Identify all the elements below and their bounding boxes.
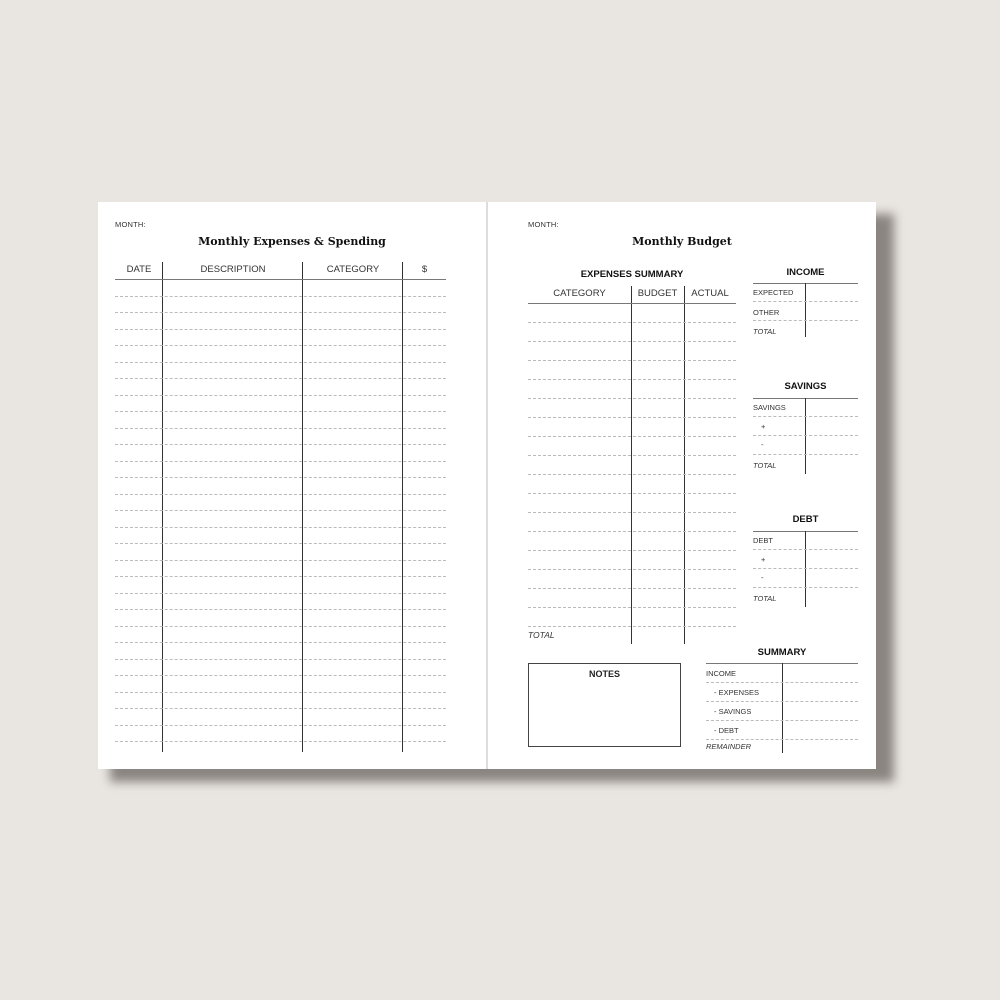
row-rule (115, 659, 446, 660)
expenses-summary-title: EXPENSES SUMMARY (580, 269, 684, 280)
income-row-label: OTHER (753, 308, 780, 317)
row-rule (528, 531, 736, 532)
row-rule (115, 345, 446, 346)
row-rule (115, 560, 446, 561)
income-row-label: EXPECTED (753, 288, 794, 297)
row-rule (115, 362, 446, 363)
savings-title: SAVINGS (784, 381, 827, 392)
row-rule (528, 626, 736, 627)
column-divider (302, 262, 303, 752)
expenses-total-label: TOTAL (528, 630, 555, 640)
row-rule (753, 454, 858, 455)
summary-row-label: - EXPENSES (714, 688, 760, 697)
column-header-date: DATE (126, 264, 152, 275)
column-header-budget: BUDGET (637, 288, 678, 299)
row-rule (753, 568, 858, 569)
row-rule (115, 593, 446, 594)
column-divider (631, 286, 632, 644)
month-label: MONTH: (528, 220, 559, 229)
row-rule (115, 279, 446, 280)
summary-row-label: - DEBT (714, 726, 739, 735)
row-rule (753, 549, 858, 550)
income-divider (805, 283, 806, 337)
debt-row-label: DEBT (753, 536, 774, 545)
summary-title: SUMMARY (757, 647, 807, 658)
row-rule (753, 587, 858, 588)
row-rule (528, 436, 736, 437)
savings-row-label: SAVINGS (753, 403, 786, 412)
row-rule (528, 550, 736, 551)
row-rule (115, 395, 446, 396)
debt-minus-label: - (761, 573, 764, 582)
row-rule (115, 725, 446, 726)
row-rule (115, 626, 446, 627)
column-divider (684, 286, 685, 644)
page-title: Monthly Budget (632, 235, 732, 248)
row-rule (115, 576, 446, 577)
row-rule (115, 378, 446, 379)
row-rule (706, 701, 858, 702)
row-rule (115, 329, 446, 330)
row-rule (753, 435, 858, 436)
column-header-category: CATEGORY (553, 288, 606, 299)
summary-row-label: INCOME (706, 669, 736, 678)
row-rule (115, 543, 446, 544)
row-rule (528, 322, 736, 323)
row-rule (528, 398, 736, 399)
row-rule (115, 510, 446, 511)
budget-page (488, 202, 876, 769)
column-header-amount: $ (421, 264, 428, 275)
row-rule (115, 444, 446, 445)
income-total-label: TOTAL (753, 327, 777, 336)
row-rule (528, 455, 736, 456)
month-label: MONTH: (115, 220, 146, 229)
row-rule (115, 477, 446, 478)
column-divider (402, 262, 403, 752)
row-rule (115, 494, 446, 495)
row-rule (528, 607, 736, 608)
row-rule (528, 341, 736, 342)
expenses-page (98, 202, 486, 769)
row-rule (115, 675, 446, 676)
debt-divider (805, 531, 806, 607)
row-rule (753, 301, 858, 302)
row-rule (528, 512, 736, 513)
row-rule (753, 416, 858, 417)
row-rule (115, 411, 446, 412)
row-rule (528, 493, 736, 494)
row-rule (115, 527, 446, 528)
savings-minus-label: - (761, 440, 764, 449)
savings-divider (805, 398, 806, 474)
row-rule (115, 692, 446, 693)
summary-remainder-label: REMAINDER (706, 742, 752, 751)
row-rule (115, 609, 446, 610)
row-rule (115, 741, 446, 742)
column-header-actual: ACTUAL (691, 288, 729, 299)
row-rule (706, 739, 858, 740)
debt-total-label: TOTAL (753, 594, 777, 603)
row-rule (115, 642, 446, 643)
page-title: Monthly Expenses & Spending (198, 235, 386, 248)
debt-plus-label: + (761, 555, 766, 564)
notes-title: NOTES (588, 669, 620, 679)
row-rule (528, 417, 736, 418)
row-rule (115, 461, 446, 462)
row-rule (115, 312, 446, 313)
row-rule (528, 303, 736, 304)
column-header-description: DESCRIPTION (200, 264, 266, 275)
row-rule (528, 588, 736, 589)
savings-total-label: TOTAL (753, 461, 777, 470)
income-title: INCOME (786, 267, 825, 278)
row-rule (528, 474, 736, 475)
row-rule (706, 720, 858, 721)
row-rule (115, 708, 446, 709)
row-rule (753, 320, 858, 321)
summary-row-label: - SAVINGS (714, 707, 752, 716)
row-rule (528, 379, 736, 380)
notes-box[interactable] (528, 663, 681, 747)
row-rule (528, 569, 736, 570)
row-rule (528, 360, 736, 361)
savings-plus-label: + (761, 422, 766, 431)
debt-title: DEBT (792, 514, 819, 525)
column-divider (162, 262, 163, 752)
row-rule (115, 428, 446, 429)
column-header-category: CATEGORY (326, 264, 380, 275)
row-rule (706, 682, 858, 683)
row-rule (115, 296, 446, 297)
